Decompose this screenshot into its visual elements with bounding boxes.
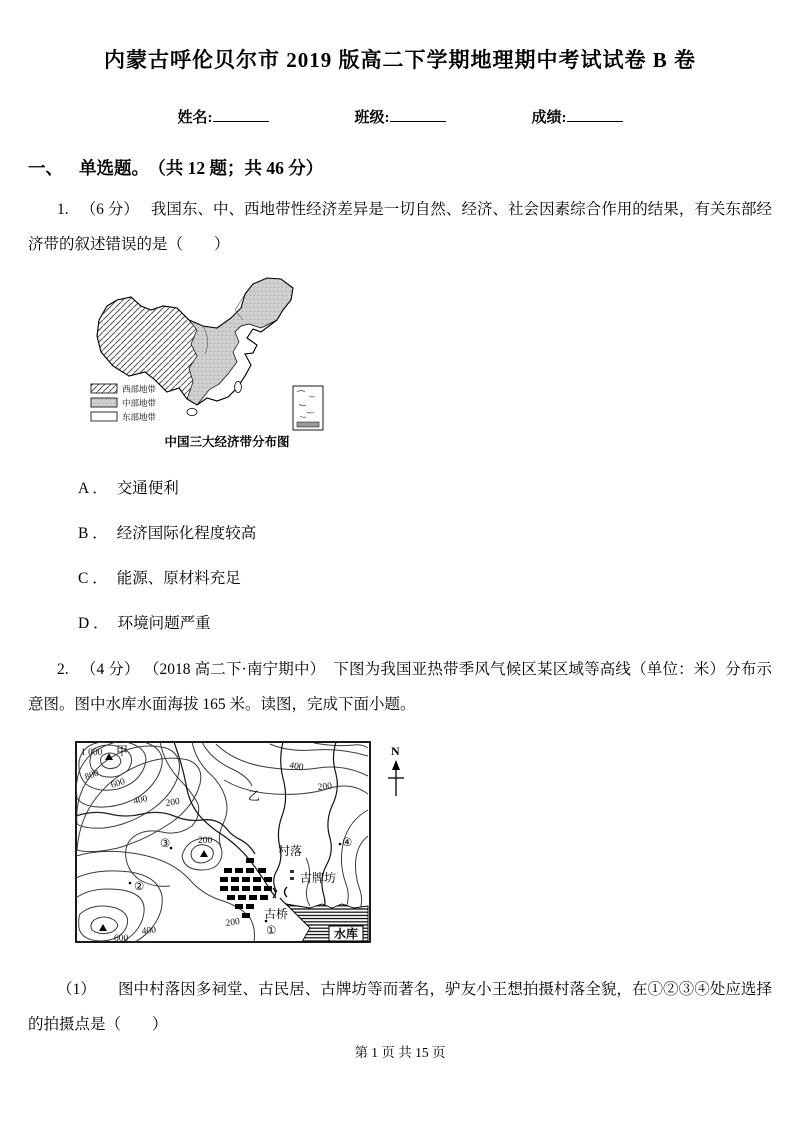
elevation-200: 200	[165, 797, 181, 809]
sub1-text: 图中村落因多祠堂、古民居、古牌坊等而著名，驴友小王想拍摄村落全貌，在①②③④处应选择的拍摄点是（ ）	[28, 981, 772, 1033]
name-field	[178, 106, 269, 127]
village-label: 村落	[278, 844, 303, 858]
south-sea-inset	[293, 386, 323, 430]
question-1-stem: 我国东、中、西地带性经济差异是一切自然、经济、社会因素综合作用的结果，有关东部经济带的叙述错误的是（ ）	[28, 201, 772, 253]
score-field	[532, 106, 623, 127]
sub1-marker: （1）	[57, 981, 96, 998]
option-b-text: 经济国际化程度较高	[116, 525, 257, 542]
question-1-text	[28, 192, 772, 262]
china-outline-map	[97, 278, 293, 416]
section-score: （共 12 题；共 46 分）	[157, 158, 324, 178]
question-2-source: （2018 高二下·南宁期中）	[151, 661, 326, 678]
legend-label-middle: 中部地带	[122, 398, 157, 408]
elevation-600: 600	[109, 776, 127, 791]
marker-3: ③	[160, 838, 171, 850]
option-c	[78, 568, 800, 589]
compass-n-label: N	[391, 744, 400, 758]
elevation-400-ne: 400	[288, 761, 305, 773]
marker-1: ①	[266, 925, 277, 937]
peak-yi-label: 乙	[248, 789, 261, 803]
score-blank-line	[567, 108, 623, 122]
legend-label-east: 东部地带	[122, 412, 157, 422]
elevation-400-sw: 400	[141, 925, 157, 937]
map-caption: 中国三大经济带分布图	[164, 435, 290, 449]
hainan-island	[187, 408, 197, 415]
question-2-number: 2.	[57, 661, 69, 678]
contour-map-svg	[74, 738, 414, 953]
page-title: 内蒙古呼伦贝尔市 2019 版高二下学期地理期中考试试卷 B 卷	[103, 48, 696, 72]
student-info-row	[0, 106, 800, 127]
archway-label: 古牌坊	[300, 871, 337, 885]
page-footer: 第 1 页 共 15 页	[354, 1045, 446, 1060]
elevation-200-s: 200	[225, 917, 241, 929]
option-a-text: 交通便利	[116, 480, 179, 497]
map-legend	[91, 384, 157, 422]
section-name: 单选题。	[79, 158, 149, 178]
question-2-score: （4 分）	[80, 661, 140, 678]
compass-icon	[388, 744, 404, 796]
question-1-score: （6 分）	[80, 201, 139, 218]
name-blank-line	[213, 108, 269, 122]
option-c-text: 能源、原材料充足	[116, 570, 241, 587]
legend-swatch-middle	[91, 398, 117, 407]
contour-map-figure	[74, 738, 414, 958]
elevation-800: 800	[83, 768, 101, 783]
class-label: 班级:	[354, 110, 390, 126]
question-2-text	[28, 652, 772, 722]
reservoir-label: 水库	[333, 927, 359, 941]
china-economic-belts-figure	[85, 266, 345, 461]
question-2-sub1	[28, 972, 772, 1042]
china-map-svg	[85, 266, 345, 456]
option-a-key: A ．	[78, 480, 108, 497]
class-blank-line	[390, 108, 446, 122]
score-label: 成绩:	[531, 110, 567, 126]
option-b	[78, 523, 800, 544]
option-d-key: D ．	[78, 615, 109, 632]
question-1-options	[78, 478, 800, 634]
name-label: 姓名:	[177, 110, 213, 126]
elevation-400: 400	[132, 794, 149, 807]
option-a	[78, 478, 800, 499]
elevation-200-ne: 200	[317, 781, 333, 793]
option-d-text: 环境问题严重	[117, 615, 211, 632]
option-d	[78, 613, 800, 634]
section-index: 一、	[28, 158, 63, 178]
class-field	[355, 106, 446, 127]
elevation-600-sw: 600	[114, 934, 129, 944]
question-2-stem: 下图为我国亚热带季风气候区某区域等高线（单位：米）分布示意图。图中水库水面海拔 165 米。读图，完成下面小题。	[28, 661, 772, 713]
marker-4: ④	[342, 837, 353, 849]
option-b-key: B ．	[78, 525, 108, 542]
bridge-label: 古桥	[264, 907, 289, 921]
legend-swatch-east	[91, 412, 117, 421]
section-heading	[28, 155, 800, 180]
question-1-number: 1.	[57, 201, 69, 218]
legend-swatch-west	[91, 384, 117, 393]
elevation-1000: 1 000	[81, 748, 103, 758]
taiwan-island	[235, 381, 242, 392]
option-c-key: C ．	[78, 570, 108, 587]
peak-jia-label: 甲	[116, 744, 129, 758]
legend-label-west: 西部地带	[122, 384, 157, 394]
marker-2: ②	[134, 881, 145, 893]
elevation-200-mid: 200	[198, 836, 213, 846]
